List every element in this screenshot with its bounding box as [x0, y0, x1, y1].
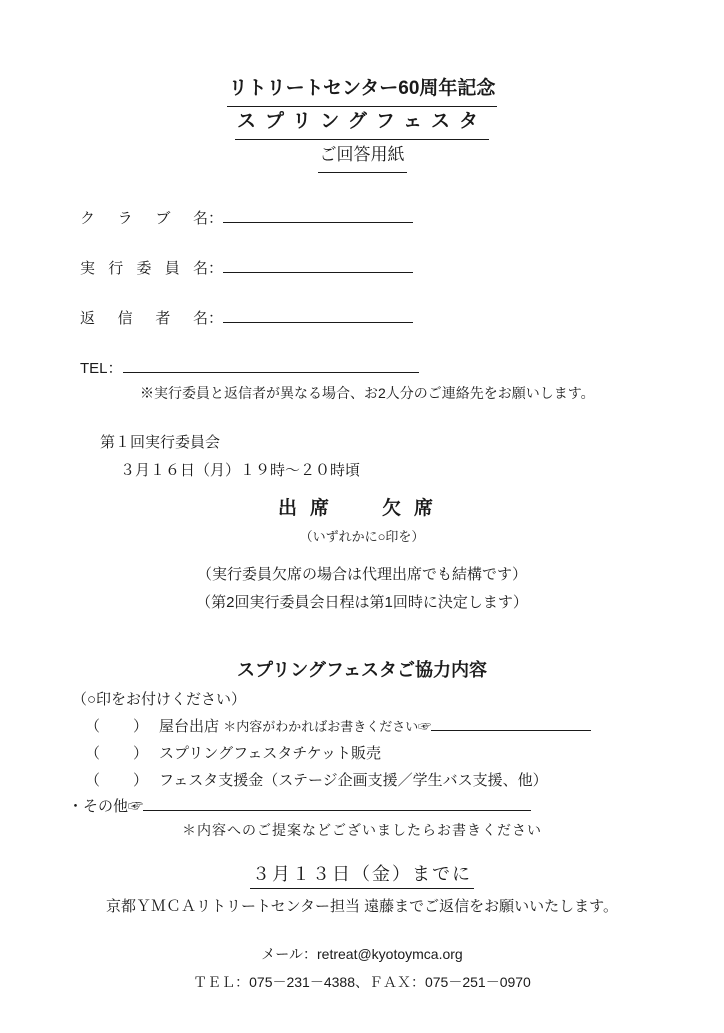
cooperation-other-row	[0, 795, 724, 816]
reply-deadline-text: ３月１３日（金）までに	[250, 860, 474, 889]
tickets-label: スプリングフェスタチケット販売	[159, 745, 382, 762]
meeting-title: 第１回実行委員会	[100, 434, 221, 451]
title-reply-sheet-text: ご回答用紙	[318, 140, 407, 173]
stall-detail-fill-line	[431, 715, 591, 731]
other-label: ・その他	[68, 798, 129, 815]
absent-option: 欠席	[382, 498, 447, 519]
committee-member-fill-line	[223, 257, 413, 273]
title-reply-sheet	[0, 140, 724, 173]
title-anniversary	[0, 74, 724, 107]
document-title-block	[0, 0, 724, 173]
stall-label: 屋台出店	[159, 718, 220, 735]
title-anniversary-text: リトリートセンター60周年記念	[227, 74, 498, 107]
respondent-label: 返信者名	[80, 310, 208, 327]
cooperation-item-tickets	[0, 742, 724, 763]
committee-member-colon: ：	[208, 260, 224, 277]
cooperation-mark-instruction: （○印をお付けください）	[72, 691, 247, 708]
committee-member-row	[80, 257, 724, 277]
respondent-colon: ：	[208, 310, 224, 327]
stall-detail-note: ＊内容がわかればお書きください	[223, 719, 419, 734]
tickets-checkbox-paren: （ ）	[85, 745, 150, 762]
title-spring-festa-text: スプリングフェスタ	[235, 107, 489, 140]
club-name-row	[80, 207, 724, 227]
tel-fill-line	[123, 357, 419, 373]
cooperation-heading: スプリングフェスタご協力内容	[236, 660, 488, 680]
attend-option: 出席	[277, 498, 342, 519]
attendance-mark-note: （いずれかに○印を）	[299, 529, 425, 544]
attendance-options	[0, 493, 724, 517]
return-instruction: 京都ＹＭＣＡリトリートセンター担当 遠藤までご返信をお願いいたします。	[106, 898, 618, 915]
contact-tel-fax: ＴＥＬ：075－231－4388、ＦＡＸ：075－251－0970	[193, 974, 531, 990]
proxy-attendance-note: （実行委員欠席の場合は代理出席でも結構です）	[196, 566, 527, 583]
form-fields	[0, 207, 724, 327]
contact-note: ※実行委員と返信者が異なる場合、お2人分のご連絡先をお願いします。	[140, 385, 595, 401]
stall-checkbox-paren: （ ）	[85, 718, 150, 735]
other-fill-line	[143, 795, 531, 811]
club-name-label: クラブ名	[80, 210, 208, 227]
support-fund-label: フェスタ支援金（ステージ企画支援／学生バス支援、他）	[159, 772, 548, 789]
suggestion-note: ＊内容へのご提案などございましたらお書きください	[182, 822, 542, 838]
respondent-row	[80, 307, 724, 327]
club-name-fill-line	[223, 207, 413, 223]
contact-email: メール：retreat@kyotoymca.org	[261, 946, 463, 962]
cooperation-item-stall	[0, 715, 724, 736]
tel-row	[0, 357, 724, 377]
title-spring-festa	[0, 107, 724, 140]
committee-member-label: 実行委員名	[80, 260, 208, 277]
meeting-datetime: ３月１６日（月）１９時～２０時頃	[120, 462, 361, 479]
reply-deadline	[0, 860, 724, 889]
support-fund-checkbox-paren: （ ）	[85, 772, 150, 789]
cooperation-item-support-fund	[0, 769, 724, 790]
pointing-hand-icon: ☞	[128, 798, 144, 815]
second-meeting-note: （第2回実行委員会日程は第1回時に決定します）	[196, 594, 528, 611]
tel-label: TEL：	[80, 360, 123, 377]
respondent-fill-line	[223, 307, 413, 323]
club-name-colon: ：	[208, 210, 224, 227]
pointing-hand-icon: ☞	[418, 719, 432, 734]
